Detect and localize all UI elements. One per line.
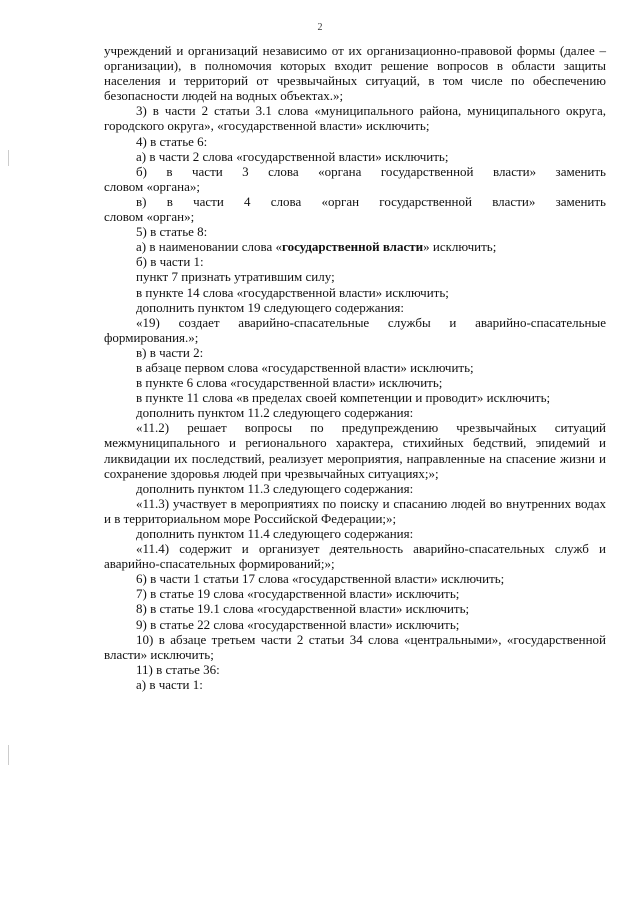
document-body: [104, 43, 606, 692]
paragraph: 10) в абзаце третьем части 2 статьи 34 слова «центральными», «государственной власти» исключить;: [104, 631, 606, 662]
paragraph: «11.4) содержит и организует деятельность аварийно-спасательных служб и аварийно-спасательных формирований;»;: [104, 541, 606, 572]
paragraph: «11.3) участвует в мероприятиях по поиску и спасанию людей во внутренних водах и в территориальном море Российской Федерации;»;: [104, 495, 606, 526]
paragraph: 3) в части 2 статьи 3.1 слова «муниципального района, муниципального округа, городского округа», «государственной власти» исключить;: [104, 103, 606, 134]
paragraph: 5) в статье 8:: [136, 224, 208, 240]
paragraph: 7) в статье 19 слова «государственной власти» исключить;: [136, 586, 460, 602]
paragraph: в) в части 4 слова «орган государственной власти» заменить: [136, 193, 606, 209]
paragraph-text: » исключить;: [423, 239, 497, 255]
paragraph: «11.2) решает вопросы по предупреждению чрезвычайных ситуаций межмуниципального и регионального характера, стихийных бедствий, эпидемий и ликвидации их последствий, реализует мероприятия, направленные на спасение жизни и сохранение здоровья людей при чрезвычайных ситуациях;»;: [104, 420, 606, 481]
paragraph: «19) создает аварийно-спасательные службы и аварийно-спасательные формирования.»;: [104, 314, 606, 345]
paragraph: словом «орган»;: [104, 209, 195, 225]
paragraph: учреждений и организаций независимо от их организационно-правовой формы (далее – организации), в полномочия которых входит решение вопросов в области защиты населения и территорий от чрезвычайных ситуаций, в том числе по обеспечению безопасности людей на водных объектах.»;: [104, 43, 606, 104]
bold-phrase: государственной власти: [281, 239, 424, 255]
paragraph: б) в части 1:: [136, 254, 204, 270]
scan-edge-mark: [8, 745, 9, 765]
paragraph: 6) в части 1 статьи 17 слова «государственной власти» исключить;: [136, 571, 505, 587]
paragraph: дополнить пунктом 11.4 следующего содержания:: [136, 526, 414, 541]
paragraph: дополнить пунктом 19 следующего содержания:: [136, 299, 404, 315]
paragraph: в абзаце первом слова «государственной власти» исключить;: [136, 359, 474, 375]
paragraph: 11) в статье 36:: [136, 661, 220, 677]
paragraph: словом «органа»;: [104, 178, 200, 194]
paragraph: а) в части 1:: [136, 676, 203, 692]
paragraph: а) в части 2 слова «государственной власти» исключить;: [136, 148, 449, 164]
paragraph-text: а) в наименовании слова «: [136, 239, 282, 255]
paragraph: в) в части 2:: [136, 344, 204, 360]
paragraph: 8) в статье 19.1 слова «государственной власти» исключить;: [136, 601, 470, 617]
paragraph: 9) в статье 22 слова «государственной власти» исключить;: [136, 616, 460, 632]
paragraph: пункт 7 признать утратившим силу;: [136, 269, 335, 285]
paragraph: б) в части 3 слова «органа государственной власти» заменить: [136, 163, 606, 179]
scan-edge-mark: [8, 150, 9, 166]
paragraph: 4) в статье 6:: [136, 133, 208, 149]
page-number: 2: [317, 22, 323, 33]
paragraph: в пункте 14 слова «государственной власти» исключить;: [136, 284, 449, 300]
paragraph: в пункте 11 слова «в пределах своей компетенции и проводит» исключить;: [136, 390, 551, 406]
paragraph: дополнить пунктом 11.3 следующего содержания:: [136, 480, 414, 496]
paragraph: дополнить пунктом 11.2 следующего содержания:: [136, 405, 414, 421]
paragraph: [104, 239, 606, 254]
paragraph: в пункте 6 слова «государственной власти» исключить;: [136, 375, 443, 391]
